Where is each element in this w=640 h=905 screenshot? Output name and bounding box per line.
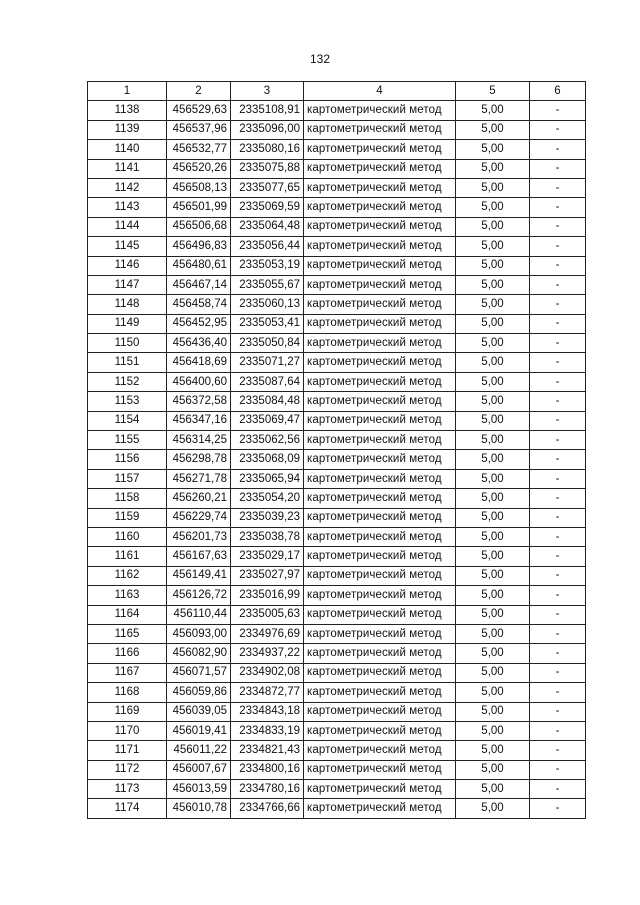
cell-x-coordinate: 456501,99 <box>167 198 231 217</box>
cell-x-coordinate: 456126,72 <box>167 586 231 605</box>
cell-point-number: 1144 <box>88 217 167 236</box>
cell-method: картометрический метод <box>304 741 456 760</box>
cell-accuracy: 5,00 <box>456 605 530 624</box>
cell-method: картометрический метод <box>304 372 456 391</box>
table-header-row <box>88 82 586 101</box>
cell-y-coordinate: 2335068,09 <box>231 450 304 469</box>
cell-note: - <box>530 334 586 353</box>
cell-point-number: 1147 <box>88 275 167 294</box>
cell-point-number: 1158 <box>88 489 167 508</box>
cell-accuracy: 5,00 <box>456 159 530 178</box>
cell-method: картометрический метод <box>304 799 456 818</box>
cell-point-number: 1142 <box>88 178 167 197</box>
cell-accuracy: 5,00 <box>456 702 530 721</box>
table-row <box>88 217 586 236</box>
cell-point-number: 1173 <box>88 780 167 799</box>
table-row <box>88 140 586 159</box>
cell-accuracy: 5,00 <box>456 140 530 159</box>
cell-x-coordinate: 456532,77 <box>167 140 231 159</box>
cell-note: - <box>530 702 586 721</box>
cell-accuracy: 5,00 <box>456 624 530 643</box>
cell-method: картометрический метод <box>304 702 456 721</box>
cell-y-coordinate: 2335053,41 <box>231 314 304 333</box>
cell-y-coordinate: 2334780,16 <box>231 780 304 799</box>
cell-x-coordinate: 456480,61 <box>167 256 231 275</box>
cell-x-coordinate: 456110,44 <box>167 605 231 624</box>
table-row <box>88 760 586 779</box>
table-row <box>88 702 586 721</box>
table-row <box>88 411 586 430</box>
cell-note: - <box>530 120 586 139</box>
cell-point-number: 1154 <box>88 411 167 430</box>
cell-x-coordinate: 456010,78 <box>167 799 231 818</box>
cell-method: картометрический метод <box>304 586 456 605</box>
table-row <box>88 159 586 178</box>
table-row <box>88 178 586 197</box>
cell-y-coordinate: 2335060,13 <box>231 295 304 314</box>
cell-x-coordinate: 456071,57 <box>167 663 231 682</box>
cell-x-coordinate: 456260,21 <box>167 489 231 508</box>
cell-accuracy: 5,00 <box>456 101 530 120</box>
table-row <box>88 469 586 488</box>
cell-accuracy: 5,00 <box>456 353 530 372</box>
cell-accuracy: 5,00 <box>456 275 530 294</box>
cell-point-number: 1155 <box>88 431 167 450</box>
cell-x-coordinate: 456506,68 <box>167 217 231 236</box>
cell-accuracy: 5,00 <box>456 431 530 450</box>
cell-accuracy: 5,00 <box>456 411 530 430</box>
cell-y-coordinate: 2334937,22 <box>231 644 304 663</box>
cell-point-number: 1167 <box>88 663 167 682</box>
cell-x-coordinate: 456039,05 <box>167 702 231 721</box>
table-row <box>88 489 586 508</box>
table-row <box>88 275 586 294</box>
cell-accuracy: 5,00 <box>456 741 530 760</box>
cell-note: - <box>530 217 586 236</box>
cell-x-coordinate: 456418,69 <box>167 353 231 372</box>
cell-x-coordinate: 456201,73 <box>167 527 231 546</box>
table-row <box>88 431 586 450</box>
cell-note: - <box>530 469 586 488</box>
cell-accuracy: 5,00 <box>456 120 530 139</box>
cell-point-number: 1159 <box>88 508 167 527</box>
cell-note: - <box>530 159 586 178</box>
table-row <box>88 644 586 663</box>
cell-y-coordinate: 2335039,23 <box>231 508 304 527</box>
cell-note: - <box>530 178 586 197</box>
cell-method: картометрический метод <box>304 644 456 663</box>
column-header-y-coordinate: 3 <box>231 82 304 101</box>
cell-method: картометрический метод <box>304 353 456 372</box>
column-header-accuracy: 5 <box>456 82 530 101</box>
cell-y-coordinate: 2335071,27 <box>231 353 304 372</box>
cell-point-number: 1169 <box>88 702 167 721</box>
cell-method: картометрический метод <box>304 120 456 139</box>
cell-method: картометрический метод <box>304 314 456 333</box>
cell-accuracy: 5,00 <box>456 334 530 353</box>
cell-y-coordinate: 2335055,67 <box>231 275 304 294</box>
cell-accuracy: 5,00 <box>456 237 530 256</box>
cell-y-coordinate: 2335075,88 <box>231 159 304 178</box>
cell-note: - <box>530 547 586 566</box>
cell-note: - <box>530 314 586 333</box>
cell-point-number: 1161 <box>88 547 167 566</box>
table-row <box>88 566 586 585</box>
cell-method: картометрический метод <box>304 237 456 256</box>
cell-accuracy: 5,00 <box>456 683 530 702</box>
cell-note: - <box>530 527 586 546</box>
cell-y-coordinate: 2335016,99 <box>231 586 304 605</box>
cell-y-coordinate: 2335054,20 <box>231 489 304 508</box>
cell-accuracy: 5,00 <box>456 566 530 585</box>
cell-note: - <box>530 663 586 682</box>
cell-x-coordinate: 456167,63 <box>167 547 231 566</box>
cell-accuracy: 5,00 <box>456 295 530 314</box>
cell-x-coordinate: 456508,13 <box>167 178 231 197</box>
cell-x-coordinate: 456059,86 <box>167 683 231 702</box>
cell-y-coordinate: 2335069,47 <box>231 411 304 430</box>
cell-point-number: 1149 <box>88 314 167 333</box>
cell-point-number: 1140 <box>88 140 167 159</box>
cell-x-coordinate: 456520,26 <box>167 159 231 178</box>
table-row <box>88 799 586 818</box>
cell-accuracy: 5,00 <box>456 644 530 663</box>
cell-point-number: 1160 <box>88 527 167 546</box>
cell-method: картометрический метод <box>304 198 456 217</box>
cell-method: картометрический метод <box>304 334 456 353</box>
column-header-x-coordinate: 2 <box>167 82 231 101</box>
cell-note: - <box>530 392 586 411</box>
cell-point-number: 1168 <box>88 683 167 702</box>
table-row <box>88 624 586 643</box>
cell-method: картометрический метод <box>304 392 456 411</box>
cell-accuracy: 5,00 <box>456 663 530 682</box>
cell-method: картометрический метод <box>304 295 456 314</box>
cell-x-coordinate: 456537,96 <box>167 120 231 139</box>
cell-point-number: 1146 <box>88 256 167 275</box>
cell-y-coordinate: 2335080,16 <box>231 140 304 159</box>
table-row <box>88 198 586 217</box>
cell-point-number: 1170 <box>88 721 167 740</box>
cell-accuracy: 5,00 <box>456 760 530 779</box>
cell-y-coordinate: 2335108,91 <box>231 101 304 120</box>
table-row <box>88 237 586 256</box>
cell-method: картометрический метод <box>304 683 456 702</box>
cell-y-coordinate: 2334843,18 <box>231 702 304 721</box>
cell-point-number: 1138 <box>88 101 167 120</box>
cell-point-number: 1156 <box>88 450 167 469</box>
cell-point-number: 1143 <box>88 198 167 217</box>
cell-note: - <box>530 644 586 663</box>
cell-method: картометрический метод <box>304 547 456 566</box>
table-row <box>88 547 586 566</box>
cell-note: - <box>530 140 586 159</box>
cell-method: картометрический метод <box>304 450 456 469</box>
cell-x-coordinate: 456496,83 <box>167 237 231 256</box>
cell-note: - <box>530 353 586 372</box>
cell-note: - <box>530 431 586 450</box>
cell-y-coordinate: 2335096,00 <box>231 120 304 139</box>
cell-note: - <box>530 721 586 740</box>
cell-x-coordinate: 456372,58 <box>167 392 231 411</box>
table-row <box>88 605 586 624</box>
cell-note: - <box>530 566 586 585</box>
table-row <box>88 101 586 120</box>
cell-note: - <box>530 411 586 430</box>
cell-y-coordinate: 2335087,64 <box>231 372 304 391</box>
cell-accuracy: 5,00 <box>456 392 530 411</box>
cell-method: картометрический метод <box>304 431 456 450</box>
cell-x-coordinate: 456011,22 <box>167 741 231 760</box>
cell-method: картометрический метод <box>304 159 456 178</box>
cell-point-number: 1151 <box>88 353 167 372</box>
cell-point-number: 1152 <box>88 372 167 391</box>
cell-x-coordinate: 456347,16 <box>167 411 231 430</box>
cell-note: - <box>530 683 586 702</box>
table-row <box>88 295 586 314</box>
cell-accuracy: 5,00 <box>456 780 530 799</box>
cell-y-coordinate: 2334766,66 <box>231 799 304 818</box>
cell-accuracy: 5,00 <box>456 450 530 469</box>
cell-method: картометрический метод <box>304 527 456 546</box>
cell-point-number: 1174 <box>88 799 167 818</box>
cell-note: - <box>530 586 586 605</box>
cell-y-coordinate: 2335084,48 <box>231 392 304 411</box>
cell-point-number: 1148 <box>88 295 167 314</box>
cell-point-number: 1157 <box>88 469 167 488</box>
table-body <box>88 101 586 818</box>
cell-x-coordinate: 456400,60 <box>167 372 231 391</box>
cell-y-coordinate: 2335062,56 <box>231 431 304 450</box>
cell-accuracy: 5,00 <box>456 586 530 605</box>
table-row <box>88 353 586 372</box>
cell-y-coordinate: 2334976,69 <box>231 624 304 643</box>
cell-x-coordinate: 456149,41 <box>167 566 231 585</box>
cell-point-number: 1150 <box>88 334 167 353</box>
cell-point-number: 1172 <box>88 760 167 779</box>
cell-y-coordinate: 2334821,43 <box>231 741 304 760</box>
cell-note: - <box>530 624 586 643</box>
cell-y-coordinate: 2334800,16 <box>231 760 304 779</box>
cell-x-coordinate: 456298,78 <box>167 450 231 469</box>
table-row <box>88 527 586 546</box>
cell-point-number: 1171 <box>88 741 167 760</box>
coordinates-table <box>87 81 586 819</box>
cell-point-number: 1141 <box>88 159 167 178</box>
cell-accuracy: 5,00 <box>456 217 530 236</box>
table-row <box>88 334 586 353</box>
cell-point-number: 1166 <box>88 644 167 663</box>
cell-y-coordinate: 2335065,94 <box>231 469 304 488</box>
cell-method: картометрический метод <box>304 489 456 508</box>
cell-y-coordinate: 2335064,48 <box>231 217 304 236</box>
cell-x-coordinate: 456458,74 <box>167 295 231 314</box>
cell-method: картометрический метод <box>304 411 456 430</box>
cell-accuracy: 5,00 <box>456 547 530 566</box>
cell-method: картометрический метод <box>304 605 456 624</box>
cell-x-coordinate: 456314,25 <box>167 431 231 450</box>
cell-point-number: 1165 <box>88 624 167 643</box>
cell-note: - <box>530 741 586 760</box>
table-row <box>88 780 586 799</box>
cell-note: - <box>530 799 586 818</box>
cell-method: картометрический метод <box>304 721 456 740</box>
cell-accuracy: 5,00 <box>456 372 530 391</box>
cell-accuracy: 5,00 <box>456 314 530 333</box>
table-row <box>88 721 586 740</box>
cell-x-coordinate: 456013,59 <box>167 780 231 799</box>
cell-x-coordinate: 456271,78 <box>167 469 231 488</box>
cell-y-coordinate: 2335053,19 <box>231 256 304 275</box>
cell-x-coordinate: 456007,67 <box>167 760 231 779</box>
cell-note: - <box>530 198 586 217</box>
cell-accuracy: 5,00 <box>456 178 530 197</box>
cell-method: картометрический метод <box>304 178 456 197</box>
column-header-note: 6 <box>530 82 586 101</box>
table-row <box>88 314 586 333</box>
cell-accuracy: 5,00 <box>456 256 530 275</box>
cell-y-coordinate: 2335069,59 <box>231 198 304 217</box>
cell-method: картометрический метод <box>304 140 456 159</box>
cell-y-coordinate: 2335029,17 <box>231 547 304 566</box>
table-row <box>88 392 586 411</box>
cell-y-coordinate: 2334833,19 <box>231 721 304 740</box>
cell-y-coordinate: 2335005,63 <box>231 605 304 624</box>
cell-accuracy: 5,00 <box>456 198 530 217</box>
cell-x-coordinate: 456082,90 <box>167 644 231 663</box>
cell-accuracy: 5,00 <box>456 799 530 818</box>
cell-point-number: 1153 <box>88 392 167 411</box>
page-number: 132 <box>309 52 331 66</box>
cell-method: картометрический метод <box>304 780 456 799</box>
cell-note: - <box>530 372 586 391</box>
cell-method: картометрический метод <box>304 101 456 120</box>
cell-note: - <box>530 605 586 624</box>
table-row <box>88 663 586 682</box>
cell-note: - <box>530 780 586 799</box>
cell-note: - <box>530 760 586 779</box>
cell-note: - <box>530 275 586 294</box>
cell-note: - <box>530 450 586 469</box>
table-row <box>88 683 586 702</box>
cell-accuracy: 5,00 <box>456 527 530 546</box>
cell-y-coordinate: 2335027,97 <box>231 566 304 585</box>
table-row <box>88 586 586 605</box>
table-row <box>88 372 586 391</box>
cell-x-coordinate: 456467,14 <box>167 275 231 294</box>
cell-y-coordinate: 2334902,08 <box>231 663 304 682</box>
cell-y-coordinate: 2335038,78 <box>231 527 304 546</box>
cell-note: - <box>530 489 586 508</box>
cell-note: - <box>530 101 586 120</box>
cell-method: картометрический метод <box>304 760 456 779</box>
cell-x-coordinate: 456436,40 <box>167 334 231 353</box>
cell-method: картометрический метод <box>304 624 456 643</box>
cell-y-coordinate: 2335056,44 <box>231 237 304 256</box>
cell-y-coordinate: 2335077,65 <box>231 178 304 197</box>
cell-method: картометрический метод <box>304 566 456 585</box>
cell-method: картометрический метод <box>304 256 456 275</box>
cell-x-coordinate: 456019,41 <box>167 721 231 740</box>
table-row <box>88 508 586 527</box>
table-row <box>88 256 586 275</box>
column-header-method: 4 <box>304 82 456 101</box>
cell-note: - <box>530 256 586 275</box>
cell-point-number: 1139 <box>88 120 167 139</box>
cell-point-number: 1163 <box>88 586 167 605</box>
cell-method: картометрический метод <box>304 469 456 488</box>
cell-accuracy: 5,00 <box>456 469 530 488</box>
cell-note: - <box>530 237 586 256</box>
cell-accuracy: 5,00 <box>456 489 530 508</box>
cell-x-coordinate: 456093,00 <box>167 624 231 643</box>
cell-note: - <box>530 295 586 314</box>
cell-y-coordinate: 2335050,84 <box>231 334 304 353</box>
cell-method: картометрический метод <box>304 663 456 682</box>
table-row <box>88 120 586 139</box>
cell-method: картометрический метод <box>304 217 456 236</box>
table-row <box>88 741 586 760</box>
cell-method: картометрический метод <box>304 275 456 294</box>
cell-method: картометрический метод <box>304 508 456 527</box>
cell-accuracy: 5,00 <box>456 721 530 740</box>
column-header-point-number: 1 <box>88 82 167 101</box>
cell-x-coordinate: 456452,95 <box>167 314 231 333</box>
table-row <box>88 450 586 469</box>
cell-x-coordinate: 456529,63 <box>167 101 231 120</box>
cell-x-coordinate: 456229,74 <box>167 508 231 527</box>
cell-point-number: 1164 <box>88 605 167 624</box>
cell-point-number: 1145 <box>88 237 167 256</box>
cell-note: - <box>530 508 586 527</box>
cell-point-number: 1162 <box>88 566 167 585</box>
cell-accuracy: 5,00 <box>456 508 530 527</box>
cell-y-coordinate: 2334872,77 <box>231 683 304 702</box>
